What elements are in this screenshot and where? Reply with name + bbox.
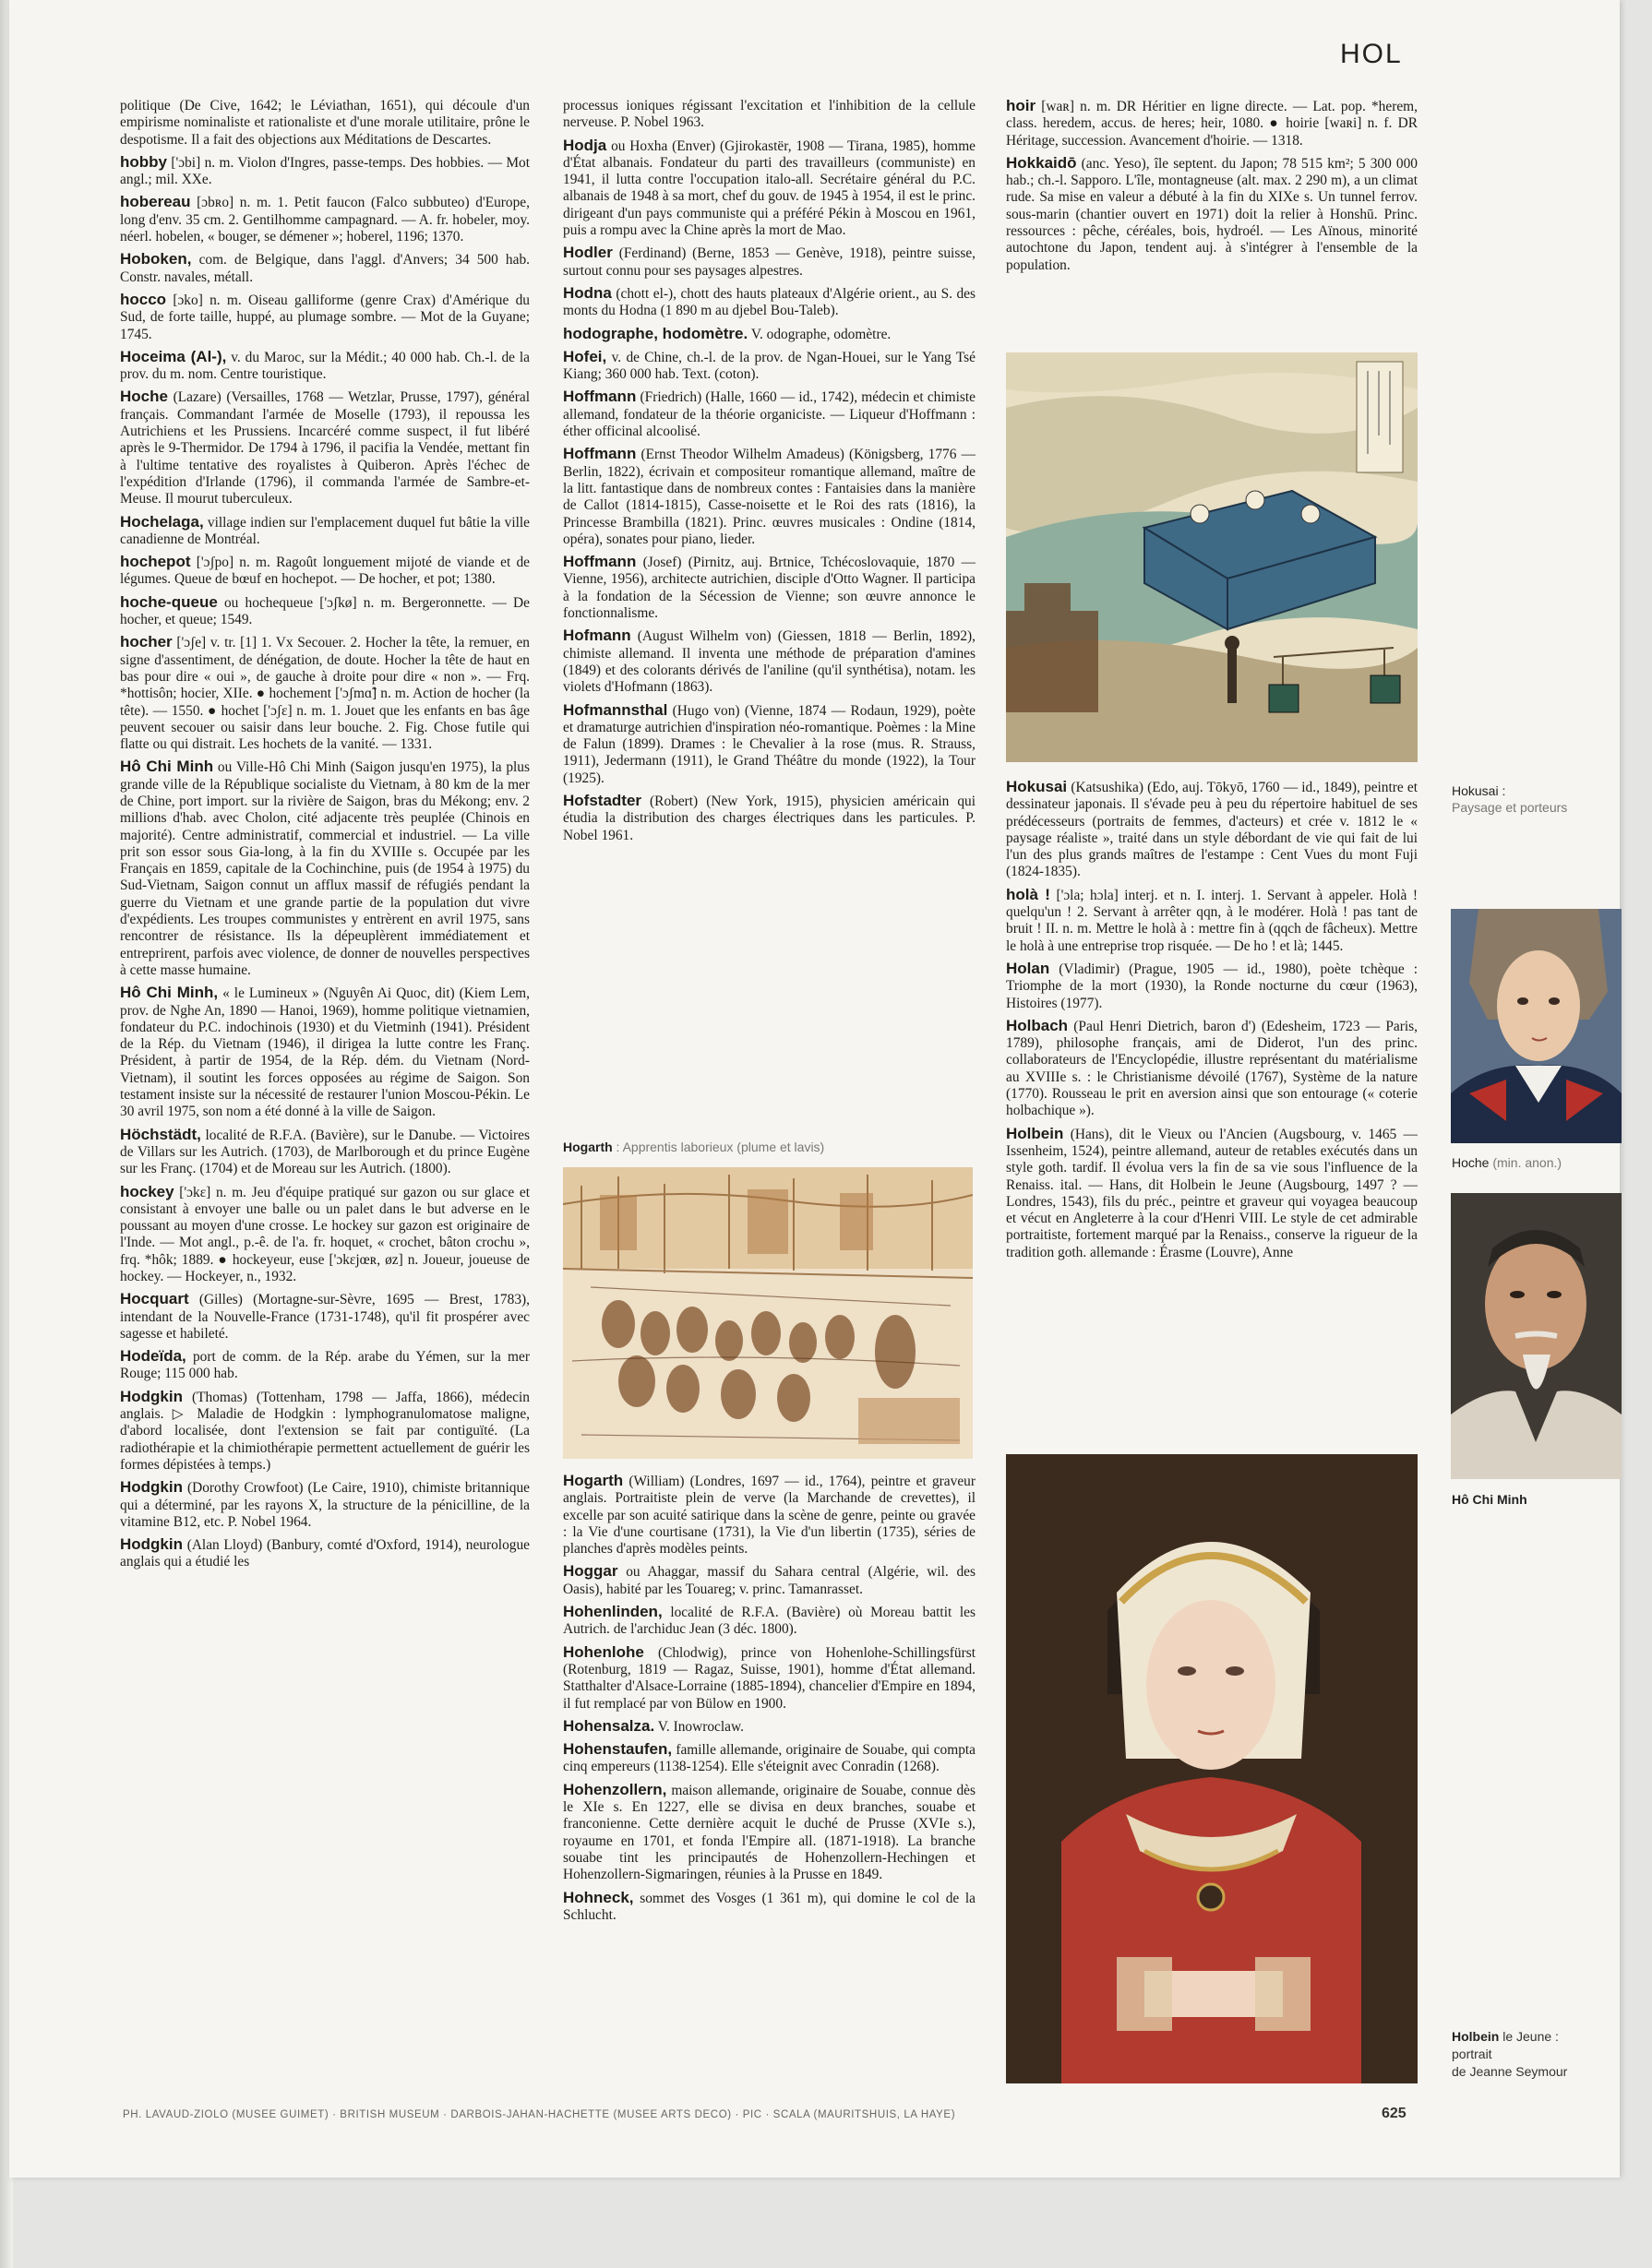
dictionary-entry (1006, 98, 1418, 149)
dictionary-entry (120, 349, 530, 384)
dictionary-entry (120, 985, 530, 1120)
entry-text: localité de R.F.A. (Bavière) où Moreau battit les Autrich. de l'archiduc Jean (3 déc. 1800). (563, 1605, 976, 1638)
entry-headword: Hohneck, (563, 1888, 634, 1906)
entry-headword: Hohenstaufen, (563, 1740, 673, 1759)
column-left (120, 98, 530, 2082)
dictionary-entry (120, 292, 530, 343)
entry-headword: hobereau (120, 193, 191, 211)
ho-chi-minh-portrait (1451, 1193, 1622, 1479)
entry-headword: Hoffmann (563, 553, 637, 571)
entry-headword: Hoffmann (563, 445, 637, 463)
entry-headword: Hofstadter (563, 791, 642, 809)
entry-headword: Hoche (120, 388, 168, 406)
entry-text: village indien sur l'emplacement duquel fut bâtie la ville canadienne de Montréal. (120, 514, 530, 547)
entry-headword: Holan (1006, 959, 1050, 977)
holbein-caption-text-3: de Jeanne Seymour (1452, 2064, 1568, 2079)
entry-headword: Hohensalza. (563, 1716, 655, 1735)
dictionary-entry (563, 388, 976, 440)
dictionary-entry (120, 1184, 530, 1286)
entry-text: [ɔbʀo] n. m. 1. Petit faucon (Falco subbuteo) d'Europe, long d'env. 35 cm. 2. Gentilhomme campagnard. — A. fr. hobeler, moy. néerl. hobelen, « bouger, se démener »; hoberel, 1196; 1370. (120, 195, 530, 245)
holbein-caption (1452, 2028, 1567, 2081)
hogarth-caption (563, 1139, 824, 1155)
dictionary-entry (1006, 961, 1418, 1012)
entry-headword: Hô Chi Minh (120, 758, 214, 776)
dictionary-entry (120, 1479, 530, 1531)
dictionary-entry (1006, 1126, 1418, 1261)
dictionary-entry (563, 245, 976, 280)
entry-headword: hocco (120, 290, 167, 308)
entry-headword: hoche-queue (120, 592, 218, 611)
dictionary-entry (120, 758, 530, 979)
entry-text: (Ernst Theodor Wilhelm Amadeus) (Königsberg, 1776 — Berlin, 1822), écrivain et compositeur romantique allemand, maître de la litt. fantastique dans de nombreux contes : Fantaisies dans la manière de Callot (1814-1815), Casse-noisette et le Roi des rats (1816), la Princesse Brambilla (1821). Princ. œuvres musicales : Ondine (1814, opéra), sonates pour piano, lieder. (563, 447, 976, 547)
hoche-caption-text: (min. anon.) (1489, 1155, 1562, 1170)
entry-text: (Hugo von) (Vienne, 1874 — Rodaun, 1929), poète et dramaturge autrichien d'inspiration néo-romantique. Poèmes : la Mine de Falun (1899). Drames : le Chevalier à la rose (mus. R. Strauss, 1911), Jedermann (1911), le Grand Théâtre du monde (1922), la Tour (1925). (563, 702, 976, 786)
entry-text: (Chlodwig), prince von Hohenlohe-Schillingsfürst (Rotenburg, 1819 — Ragaz, Suisse, 1901), homme d'État allemand. Statthalter d'Alsace-Lorraine (1885-1894), chancelier d'Empire en 1894, il fut remplacé par von Bülow en 1900. (563, 1644, 976, 1712)
holbein-caption-name: Holbein (1452, 2029, 1500, 2044)
column-middle-bottom (563, 1473, 976, 2100)
ho-chi-minh-caption-name: Hô Chi Minh (1452, 1492, 1527, 1507)
entry-headword: Hodgkin (120, 1535, 183, 1554)
entry-headword: Hoboken, (120, 250, 192, 269)
entry-headword: Hô Chi Minh, (120, 984, 219, 1002)
entry-text: (Josef) (Pirnitz, auj. Brtnice, Tchécoslovaquie, 1870 — Vienne, 1956), architecte autrichien, disciple d'Otto Wagner. Il participa à la fondation de la Sécession de Vienne; son œuvre annonce le fonctionnalisme. (563, 555, 976, 622)
entry-text: (Paul Henri Dietrich, baron d') (Edesheim, 1723 — Paris, 1789), philosophe français, ami de Diderot, l'un des princ. collaborateurs de l'Encyclopédie, illustre représentant du matérialisme au XVIIIe s. : le Christianisme dévoilé (1767), Système de la nature (1770). Rousseau le prit en aversion ainsi que son entourage (« coterie holbachique »). (1006, 1018, 1418, 1119)
hogarth-engraving (563, 1167, 973, 1459)
entry-text: ou hochequeue ['ɔʃkø] n. m. Bergeronnette. — De hocher, et queue; 1549. (120, 594, 530, 628)
dictionary-entry (120, 594, 530, 629)
dictionary-entry (563, 554, 976, 622)
hokusai-caption-name: Hokusai : (1452, 783, 1506, 798)
entry-text: politique (De Cive, 1642; le Léviathan, 1651), qui découle d'un empirisme nominaliste et rationaliste et d'une morale utilitaire, prône le despotisme. Il a fait des objections aux Méditations de Descartes. (120, 98, 530, 148)
entry-text: (Robert) (New York, 1915), physicien américain qui étudia la distribution des charges électriques dans les particules. P. Nobel 1961. (563, 793, 976, 843)
entry-text: sommet des Vosges (1 361 m), qui domine le col de la Schlucht. (563, 1890, 976, 1923)
entry-text: famille allemande, originaire de Souabe, qui compta cinq empereurs (1138-1254). Elle s'éteignit avec Conradin (1268). (563, 1742, 976, 1775)
entry-text: ['ɔʃe] v. tr. [1] 1. Vx Secouer. 2. Hocher la tête, la remuer, en signe d'assentiment, de dénégation, de doute. Hocher la tête de haut en bas pour dire « oui », de gauche à droite pour dire « non ». — Frq. *hottisôn; hocier, XIIe. ● hochement ['ɔʃmɑ̃] n. m. Action de hocher (la tête). — 1550. ● hochet ['ɔʃɛ] n. m. 1. Jouet que les enfants en bas âge peuvent secouer ou saisir dans leur bouche. 2. Fig. Chose futile qui flatte ou qui distrait. Les hochets de la vanité. — 1331. (120, 635, 530, 753)
entry-text: (Ferdinand) (Berne, 1853 — Genève, 1918), peintre suisse, surtout connu pour ses paysages alpestres. (563, 245, 976, 279)
column-right-top (1006, 98, 1418, 334)
entry-headword: Hodja (563, 136, 607, 154)
entry-headword: hocher (120, 633, 173, 651)
dictionary-entry (563, 702, 976, 787)
hokusai-caption (1452, 782, 1567, 816)
dictionary-entry (563, 1890, 976, 1925)
dictionary-entry (563, 137, 976, 240)
hogarth-engraving-image (563, 1167, 973, 1459)
dictionary-entry (563, 1563, 976, 1598)
entry-text: ['ɔbi] n. m. Violon d'Ingres, passe-temps. Des hobbies. — Mot angl.; mil. XXe. (120, 154, 530, 188)
dictionary-entry (120, 634, 530, 753)
entry-headword: holà ! (1006, 885, 1050, 903)
entry-text: (William) (Londres, 1697 — id., 1764), peintre et graveur anglais. Portraitiste plein de verve (la Marchande de crevettes), il excelle par son acuité satirique dans la scène de genre, peinte ou gravée : la Vie d'une courtisane (1731), la Vie d'un libertin (1735), séries de planches d'après modèles peints. (563, 1474, 976, 1558)
dictionary-entry (120, 1291, 530, 1343)
entry-text: v. de Chine, ch.-l. de la prov. de Ngan-Houei, sur le Yang Tsé Kiang; 360 000 hab. Text. (coton). (563, 349, 976, 383)
entry-text: « le Lumineux » (Nguyên Ai Quoc, dit) (Kiem Lem, prov. de Nghe An, 1890 — Hanoi, 1969), homme politique vietnamien, fondateur du P.C. indochinois (1930) et du Vietminh (1941). Président de la Rép. du Vietnam (1946), il dirigea la lutte contre les Franç. Président, à partir de 1954, de la Rép. dém. du Vietnam (Nord-Vietnam), il soutint les forces opposées au régime de Saigon. Son testament insiste sur la nécessité de restaurer l'union Moscou-Pékin. Le 30 avril 1975, son nom a été donné à la ville de Saigon. (120, 985, 530, 1120)
dictionary-entry (120, 554, 530, 589)
entry-headword: Hocquart (120, 1290, 189, 1308)
page-number: 625 (1382, 2106, 1407, 2121)
dictionary-entry (120, 1389, 530, 1474)
entry-text: v. du Maroc, sur la Médit.; 40 000 hab. Ch.-l. de la prov. du m. nom. Centre touristique. (120, 349, 530, 383)
entry-headword: Hodgkin (120, 1478, 183, 1497)
entry-headword: Hodna (563, 283, 612, 302)
dictionary-entry (120, 154, 530, 189)
entry-headword: Hogarth (563, 1473, 624, 1489)
dictionary-entry (563, 1644, 976, 1713)
entry-text: (August Wilhelm von) (Giessen, 1818 — Berlin, 1892), chimiste allemand. Il inventa une méthode de préparation d'amines (1849) et des colorants dérivés de l'aniline (qu'il synthétisa), notam. les violets d'Hofmann (1863). (563, 628, 976, 696)
entry-text: (anc. Yeso), île septent. du Japon; 78 515 km²; 5 300 000 hab.; ch.-l. Sapporo. L'île, montagneuse (alt. max. 2 290 m), a un climat rude. Sa mise en valeur a débuté à la fin du XIXe s. Un tunnel ferrov. sous-marin (chantier ouvert en 1971) doit la relier à Honshū. Princ. ressources : pêche, céréales, bois, hydroél. — Les Aïnous, minorité autochtone du Japon, tendent auj. à s'intégrer à l'ensemble de la population. (1006, 155, 1418, 273)
entry-headword: hochepot (120, 553, 191, 571)
dictionary-entry (120, 1127, 530, 1178)
entry-text: (Hans), dit le Vieux ou l'Ancien (Augsbourg, v. 1465 — Issenheim, 1524), peintre allemand, auteur de retables exécutés dans un style goth. tardif. Il évolua vers la fin de sa vie sous l'influence de la Renaiss. ital. — Hans, dit Holbein le Jeune (Augsbourg, 1497 ? — Londres, 1543), fils du préc., peintre et graveur qui voyagea beaucoup et vécut en Angleterre à la cour d'Henri VIII. Le style de cet admirable portraitiste, fortement marqué par la Renaiss., conserve la rigueur de la tradition goth. allemande : Érasme (Louvre), Anne (1006, 1126, 1418, 1260)
entry-headword: Hofmann (563, 627, 631, 645)
dictionary-entry (563, 1604, 976, 1639)
dictionary-entry (120, 388, 530, 507)
dictionary-entry (120, 514, 530, 549)
entry-headword: Holbach (1006, 1016, 1069, 1034)
entry-text: ou Ville-Hô Chi Minh (Saigon jusqu'en 1975), la plus grande ville de la République socialiste du Vietnam, à 80 km de la mer de Chine, port import. sur la rivière de Saigon, bras du Mékong; env. 2 millions d'hab. avec Cholon, cité adjacente très peuplée (Chinois en majorité). Centre administratif, commercial et industriel. — La ville prit son essor sous Gia-long, à la fin du XVIIIe s. Occupée par les Français en 1859, capitale de la Cochinchine, puis (de 1954 à 1975) du Sud-Vietnam, Saigon connut un afflux massif de réfugiés pendant la guerre du Vietnam et une grande partie de la population dut vivre d'expédients. Les troupes communistes y entrèrent en avril 1975, sans rencontrer de résistance. Ils la dépeuplèrent immédiatement et entreprirent, parfois avec violence, de donner de nouvelles perspectives à cette masse humaine. (120, 759, 530, 978)
ho-chi-minh-caption (1452, 1491, 1527, 1508)
entry-headword: Hochelaga, (120, 512, 204, 531)
dictionary-entry (120, 194, 530, 245)
dictionary-entry (1006, 779, 1418, 881)
ho-chi-minh-portrait-image (1451, 1193, 1622, 1479)
entry-headword: hodographe, hodomètre. (563, 324, 748, 342)
entry-text: (Lazare) (Versailles, 1768 — Wetzlar, Prusse, 1797), général français. Commandant l'armée de Moselle (1793), il repoussa les Autrichiens et les Prussiens. Incarcéré comme suspect, il fut libéré après le 9-Thermidor. De 1794 à 1796, il pacifia la Vendée, mettant fin à l'ultime tentative des royalistes à Quiberon. Après l'échec de l'expédition d'Irlande (1796), il commanda l'armée de Sambre-et-Meuse. Il mourut tuberculeux. (120, 389, 530, 507)
entry-headword: hockey (120, 1182, 174, 1200)
dictionary-entry (1006, 887, 1418, 955)
entry-text: (Thomas) (Tottenham, 1798 — Jaffa, 1866), médecin anglais. ▷ Maladie de Hodgkin : lymphogranulomatose maligne, d'abord localisée, dont l'extension se fait par contiguïté. (La radiothérapie et la chimiothérapie permettent actuellement de guérir les formes dépistées à temps.) (120, 1389, 530, 1473)
entry-text: port de comm. de la Rép. arabe du Yémen, sur la mer Rouge; 115 000 hab. (120, 1349, 530, 1382)
entry-headword: Hodler (563, 244, 613, 262)
entry-text: ['ɔʃpo] n. m. Ragoût longuement mijoté de viande et de légumes. Queue de bœuf en hochepot. — De hocher, et pot; 1380. (120, 555, 530, 588)
entry-headword: hobby (120, 152, 167, 171)
entry-text: (chott el-), chott des hauts plateaux d'Algérie orient., au S. des monts du Hodna (1 890 m au djebel Bou-Taleb). (563, 285, 976, 319)
entry-headword: Hohenlohe (563, 1642, 644, 1661)
dictionary-entry (563, 285, 976, 320)
entry-headword: Hodgkin (120, 1387, 183, 1405)
entry-text: ou Ahaggar, massif du Sahara central (Algérie, wil. des Oasis), habité par les Touareg; v. princ. Tamanrasset. (563, 1564, 976, 1597)
entry-text: V. Inowroclaw. (657, 1718, 744, 1735)
entry-headword: Hokusai (1006, 779, 1068, 795)
hoche-caption-name: Hoche (1452, 1155, 1490, 1170)
dictionary-entry (563, 627, 976, 696)
dictionary-entry (563, 1782, 976, 1884)
hoche-portrait (1451, 909, 1622, 1143)
entry-headword: Hofei, (563, 347, 607, 365)
entry-headword: Hofmannsthal (563, 700, 668, 719)
dictionary-entry (1006, 155, 1418, 274)
entry-headword: Hohenzollern, (563, 1780, 667, 1798)
entry-headword: hoir (1006, 98, 1036, 114)
entry-text: (Alan Lloyd) (Banbury, comté d'Oxford, 1914), neurologue anglais qui a étudié les (120, 1537, 530, 1570)
dictionary-entry (1006, 1018, 1418, 1120)
entry-text: (Vladimir) (Prague, 1905 — id., 1980), poète tchèque : Triomphe de la mort (1930), la Ronde nocturne du cœur (1963), Histoires (1977). (1006, 961, 1418, 1011)
holbein-caption-text-1: le Jeune : (1499, 2029, 1559, 2044)
entry-text: [waʀ] n. m. DR Héritier en ligne directe. — Lat. pop. *herem, class. heredem, accus. de heres; heir, 1080. ● hoirie [waʀi] n. f. DR Héritage, succession. Avancement d'hoirie. — 1318. (1006, 99, 1418, 149)
dictionary-entry (120, 98, 530, 149)
entry-headword: Hoggar (563, 1562, 618, 1581)
hogarth-caption-name: Hogarth (563, 1140, 613, 1154)
holbein-jeanne-seymour-portrait (1006, 1454, 1418, 2083)
entry-text: V. odographe, odomètre. (750, 326, 892, 342)
hogarth-caption-text: : Apprentis laborieux (plume et lavis) (612, 1140, 825, 1154)
entry-text: (Dorothy Crowfoot) (Le Caire, 1910), chimiste britannique qui a déterminé, par les rayons X, la structure de la pénicilline, de la vitamine B12, etc. P. Nobel 1964. (120, 1480, 530, 1530)
hokusai-print-image (1006, 352, 1418, 762)
dictionary-entry (120, 1348, 530, 1383)
entry-text: [ɔko] n. m. Oiseau galliforme (genre Crax) d'Amérique du Sud, de forte taille, huppé, au plumage sombre. — Mot de la Guyane; 1745. (120, 292, 530, 342)
entry-headword: Hokkaidō (1006, 153, 1077, 172)
column-right-bottom (1006, 779, 1418, 1445)
hoche-caption (1452, 1154, 1562, 1171)
entry-text: ['ɔla; hɔla] interj. et n. I. interj. 1. Servant à appeler. Holà ! quelqu'un ! 2. Servant à arrêter qqn, à le modérer. Holà ! pas tant de bruit ! II. n. m. Mettre le holà à : mettre fin à (qqch de fâcheux). Mettre le holà à une entreprise trop risquée. — De ho ! et là; 1445. (1006, 887, 1418, 954)
dictionary-entry (563, 1741, 976, 1776)
entry-text: processus ioniques régissant l'excitation et l'inhibition de la cellule nerveuse. P. Nobel 1963. (563, 98, 976, 131)
photo-credits: PH. LAVAUD-ZIOLO (MUSEE GUIMET) · BRITISH MUSEUM · DARBOIS-JAHAN-HACHETTE (MUSEE ARTS DECO) · PIC · SCALA (MAURITSHUIS, LA HAYE) (123, 2109, 956, 2120)
dictionary-entry (120, 1536, 530, 1571)
entry-text: maison allemande, originaire de Souabe, connue dès le XIe s. En 1227, elle se divisa en deux branches, souabe et franconienne. Cette dernière acquit le duché de Prusse (XVIe s.), royaume en 1701, et fonda l'Empire all. (1871-1918). La branche souabe tint les principautés de Hohenzollern-Hechingen et Hohenzollern-Sigmaringen, réunies à la Prusse en 1849. (563, 1782, 976, 1883)
holbein-portrait-image (1006, 1454, 1418, 2083)
entry-headword: Höchstädt, (120, 1125, 201, 1143)
entry-text: (Friedrich) (Halle, 1660 — id., 1742), médecin et chimiste allemand, fondateur de la théorie organiciste. — Liqueur d'Hoffmann : éther officinal alcoolisé. (563, 389, 976, 440)
entry-text: ou Hoxha (Enver) (Gjirokastër, 1908 — Tirana, 1985), homme d'État albanais. Fondateur du parti des travailleurs (communiste) en 1941, il lutta contre l'occupation italo-all. Secrétaire général du P.C. albanais de 1948 à sa mort, chef du gouv. de 1945 à 1954, il est le princ. dirigeant d'un pays communiste qui a préféré Pékin à Moscou en 1961, puis a rompu avec la Chine après la mort de Mao. (563, 137, 976, 239)
dictionary-entry (563, 326, 976, 343)
dictionary-entry (563, 446, 976, 548)
dictionary-entry (563, 1473, 976, 1558)
running-head: HOL (1340, 39, 1403, 69)
hokusai-print (1006, 352, 1418, 762)
hokusai-caption-text: Paysage et porteurs (1452, 800, 1568, 815)
entry-text: com. de Belgique, dans l'aggl. d'Anvers; 34 500 hab. Constr. navales, métall. (120, 252, 530, 285)
entry-headword: Hoffmann (563, 388, 637, 406)
entry-text: localité de R.F.A. (Bavière), sur le Danube. — Victoires de Villars sur les Autrich. (1703), de Marlborough et du prince Eugène sur les Franç. (1704) et de Moreau sur les Autrich. (1800). (120, 1127, 530, 1177)
hoche-portrait-image (1451, 909, 1622, 1143)
dictionary-entry (563, 349, 976, 384)
entry-text: ['ɔkɛ] n. m. Jeu d'équipe pratiqué sur gazon ou sur glace et consistant à envoyer une balle ou un palet dans le but adverse en le poussant au moyen d'une crosse. Le hockey sur gazon est originaire de l'Inde. — Mot angl., p.-ê. de l'a. fr. hoquet, « crochet, bâton crochu », frq. *hôk; 1889. ● hockeyeur, euse ['ɔkɛjœʀ, øz] n. Joueur, joueuse de hockey. — Hockeyer, n., 1932. (120, 1184, 530, 1284)
entry-headword: Hoceima (Al-), (120, 347, 227, 365)
dictionary-entry (563, 1718, 976, 1736)
entry-headword: Hodeïda, (120, 1347, 186, 1366)
dictionary-entry (563, 98, 976, 132)
holbein-caption-text-2: portrait (1452, 2047, 1492, 2061)
entry-headword: Hohenlinden, (563, 1603, 663, 1621)
entry-headword: Holbein (1006, 1124, 1064, 1142)
dictionary-entry (563, 793, 976, 844)
entry-text: (Katsushika) (Edo, auj. Tōkyō, 1760 — id., 1849), peintre et dessinateur japonais. Il s'évade peu à peu du répertoire habituel de ses prédécesseurs (portraits de femmes, d'acteurs) et crée v. 1812 le « paysage réaliste », traité dans un style débordant de vie qui fait de lui l'un des plus grands maîtres de l'estampe : Cent Vues du mont Fuji (1824-1835). (1006, 780, 1418, 880)
entry-text: (Gilles) (Mortagne-sur-Sèvre, 1695 — Brest, 1783), intendant de la Nouvelle-France (1731-1748), qu'il fit prospérer avec sagesse et habileté. (120, 1292, 530, 1342)
dictionary-entry (120, 251, 530, 286)
